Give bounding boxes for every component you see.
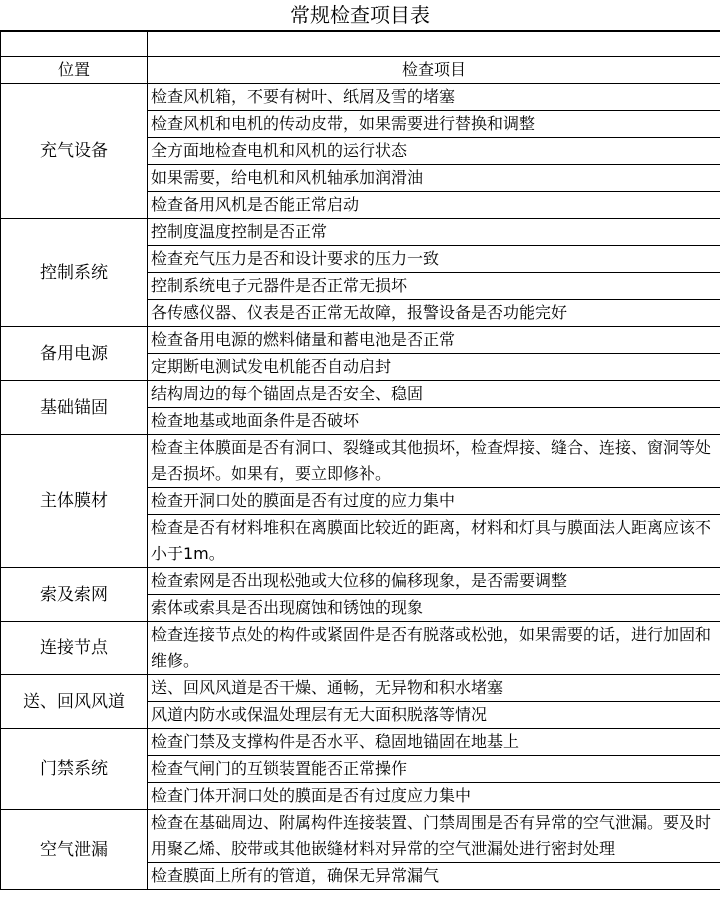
- inspection-item: 控制度温度控制是否正常: [148, 219, 720, 246]
- inspection-item: 检查地基或地面条件是否破坏: [148, 408, 720, 435]
- inspection-item: 检查膜面上所有的管道，确保无异常漏气: [148, 863, 720, 890]
- table-row: [1, 219, 720, 246]
- location-cell: 送、回风风道: [1, 675, 148, 729]
- table-row: [1, 810, 720, 863]
- table-row: [1, 435, 720, 488]
- table-row: [1, 568, 720, 595]
- location-cell: 连接节点: [1, 622, 148, 675]
- location-cell: 主体膜材: [1, 435, 148, 568]
- inspection-item: 检查气闸门的互锁装置能否正常操作: [148, 756, 720, 783]
- header-location: 位置: [1, 57, 148, 84]
- inspection-table: [0, 31, 720, 890]
- inspection-item: 检查主体膜面是否有洞口、裂缝或其他损坏，检查焊接、缝合、连接、窗洞等处是否损坏。如果有，要立即修补。: [148, 435, 720, 488]
- inspection-item: 结构周边的每个锚固点是否安全、稳固: [148, 381, 720, 408]
- location-cell: 门禁系统: [1, 729, 148, 810]
- inspection-item: 检查连接节点处的构件或紧固件是否有脱落或松弛，如果需要的话，进行加固和维修。: [148, 622, 720, 675]
- inspection-item: 检查风机和电机的传动皮带，如果需要进行替换和调整: [148, 111, 720, 138]
- table-row: [1, 381, 720, 408]
- inspection-item: 检查在基础周边、附属构件连接装置、门禁周围是否有异常的空气泄漏。要及时用聚乙烯、胶带或其他嵌缝材料对异常的空气泄漏处进行密封处理: [148, 810, 720, 863]
- inspection-item: 送、回风风道是否干燥、通畅，无异物和积水堵塞: [148, 675, 720, 702]
- location-cell: 控制系统: [1, 219, 148, 327]
- blank-cell: [148, 32, 720, 57]
- inspection-item: 风道内防水或保温处理层有无大面积脱落等情况: [148, 702, 720, 729]
- table-row: [1, 729, 720, 756]
- inspection-item: 各传感仪器、仪表是否正常无故障，报警设备是否功能完好: [148, 300, 720, 327]
- inspection-item: 检查备用电源的燃料储量和蓄电池是否正常: [148, 327, 720, 354]
- inspection-item: 控制系统电子元器件是否正常无损坏: [148, 273, 720, 300]
- inspection-item: 检查是否有材料堆积在离膜面比较近的距离，材料和灯具与膜面法人距离应该不小于1m。: [148, 515, 720, 568]
- location-cell: 空气泄漏: [1, 810, 148, 890]
- inspection-item: 检查备用风机是否能正常启动: [148, 192, 720, 219]
- location-cell: 充气设备: [1, 84, 148, 219]
- blank-row: [1, 32, 720, 57]
- blank-cell: [1, 32, 148, 57]
- location-cell: 备用电源: [1, 327, 148, 381]
- table-row: [1, 622, 720, 675]
- table-row: [1, 675, 720, 702]
- inspection-item: 全方面地检查电机和风机的运行状态: [148, 138, 720, 165]
- location-cell: 基础锚固: [1, 381, 148, 435]
- inspection-item: 检查索网是否出现松弛或大位移的偏移现象，是否需要调整: [148, 568, 720, 595]
- inspection-item: 检查充气压力是否和设计要求的压力一致: [148, 246, 720, 273]
- inspection-item: 定期断电测试发电机能否自动启封: [148, 354, 720, 381]
- inspection-item: 如果需要，给电机和风机轴承加润滑油: [148, 165, 720, 192]
- inspection-item: 检查门体开洞口处的膜面是否有过度应力集中: [148, 783, 720, 810]
- inspection-item: 检查风机箱，不要有树叶、纸屑及雪的堵塞: [148, 84, 720, 111]
- sheet-title: 常规检查项目表: [0, 0, 720, 31]
- header-row: [1, 57, 720, 84]
- header-items: 检查项目: [148, 57, 720, 84]
- table-row: [1, 84, 720, 111]
- inspection-item: 检查开洞口处的膜面是否有过度的应力集中: [148, 488, 720, 515]
- inspection-item: 索体或索具是否出现腐蚀和锈蚀的现象: [148, 595, 720, 622]
- inspection-item: 检查门禁及支撑构件是否水平、稳固地锚固在地基上: [148, 729, 720, 756]
- location-cell: 索及索网: [1, 568, 148, 622]
- table-row: [1, 327, 720, 354]
- inspection-table-body: [1, 32, 720, 890]
